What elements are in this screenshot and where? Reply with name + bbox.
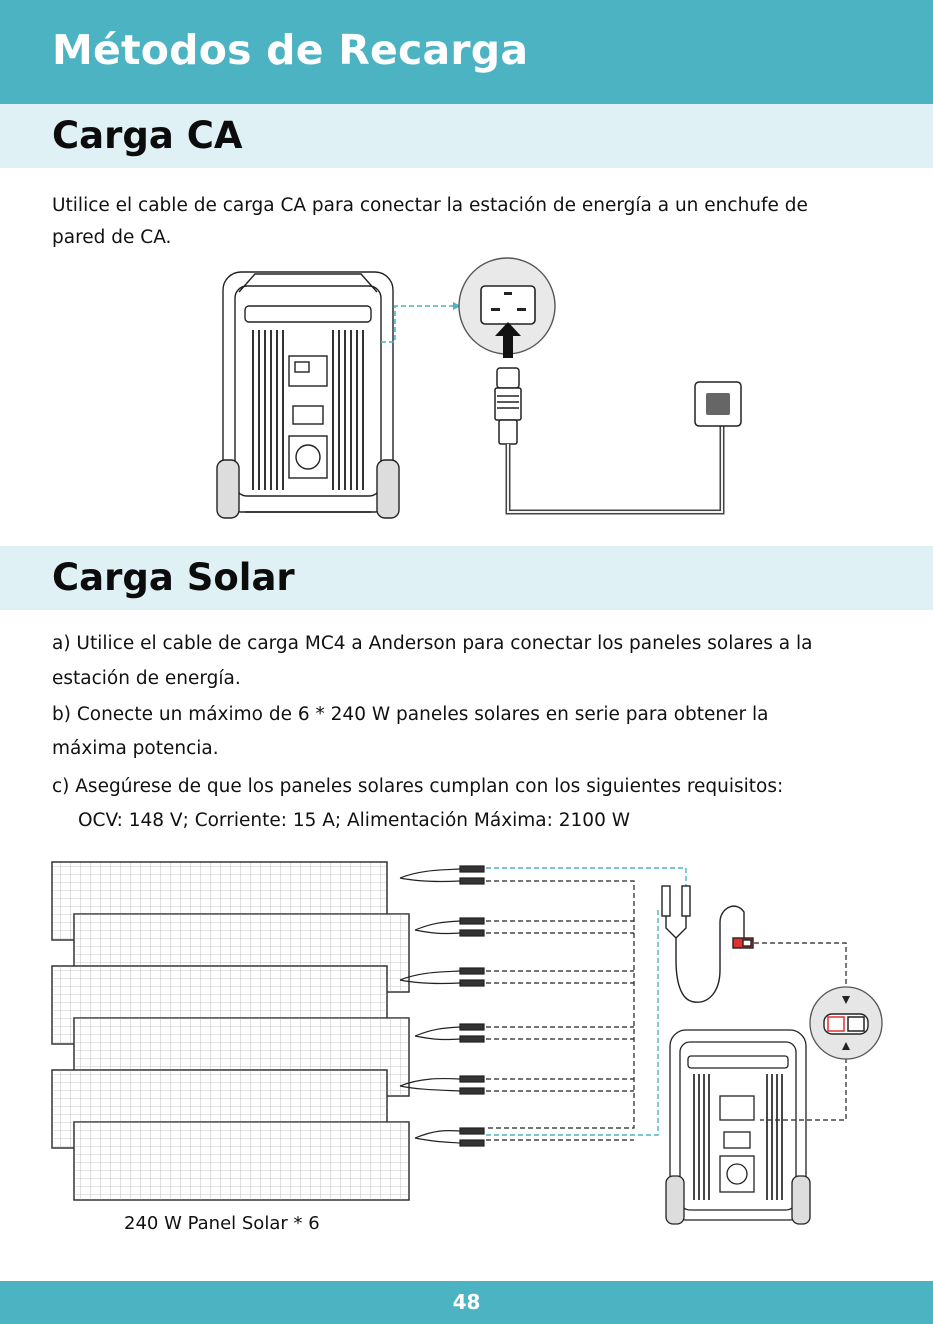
solar-line-a2: estación de energía. [52,668,241,689]
solar-line-c1: c) Asegúrese de que los paneles solares cumplan con los siguientes requisitos: [52,776,784,797]
ac-paragraph-line-2: pared de CA. [52,227,172,248]
footer-bar [0,1281,933,1324]
solar-panel-icon [52,862,409,1200]
wall-outlet-icon [695,382,741,426]
section-band-ac [0,104,933,168]
anderson-port-icon [810,987,882,1059]
ac-paragraph-line-1: Utilice el cable de carga CA para conectar la estación de energía a un enchufe de [52,195,808,216]
header-bar [0,0,933,104]
page-number: 48 [452,1290,481,1314]
section-band-solar [0,546,933,610]
section-title-solar: Carga Solar [52,556,295,599]
power-station-front-icon [217,272,399,518]
page-title: Métodos de Recarga [52,26,529,74]
solar-line-a1: a) Utilice el cable de carga MC4 a Anderson para conectar los paneles solares a la [52,633,813,654]
solar-line-c2: OCV: 148 V; Corriente: 15 A; Alimentación Máxima: 2100 W [78,810,631,831]
power-station-front-icon [666,1030,810,1224]
section-title-ac: Carga CA [52,114,243,157]
panel-caption: 240 W Panel Solar * 6 [124,1213,320,1234]
ac-charging-illustration [215,250,755,530]
mc4-to-anderson-cable-icon [662,886,753,1002]
ac-plug-icon [495,368,521,444]
solar-line-b1: b) Conecte un máximo de 6 * 240 W paneles solares en serie para obtener la [52,704,769,725]
solar-charging-illustration [40,850,900,1230]
solar-line-b2: máxima potencia. [52,738,219,759]
mc4-connectors [400,866,484,1146]
